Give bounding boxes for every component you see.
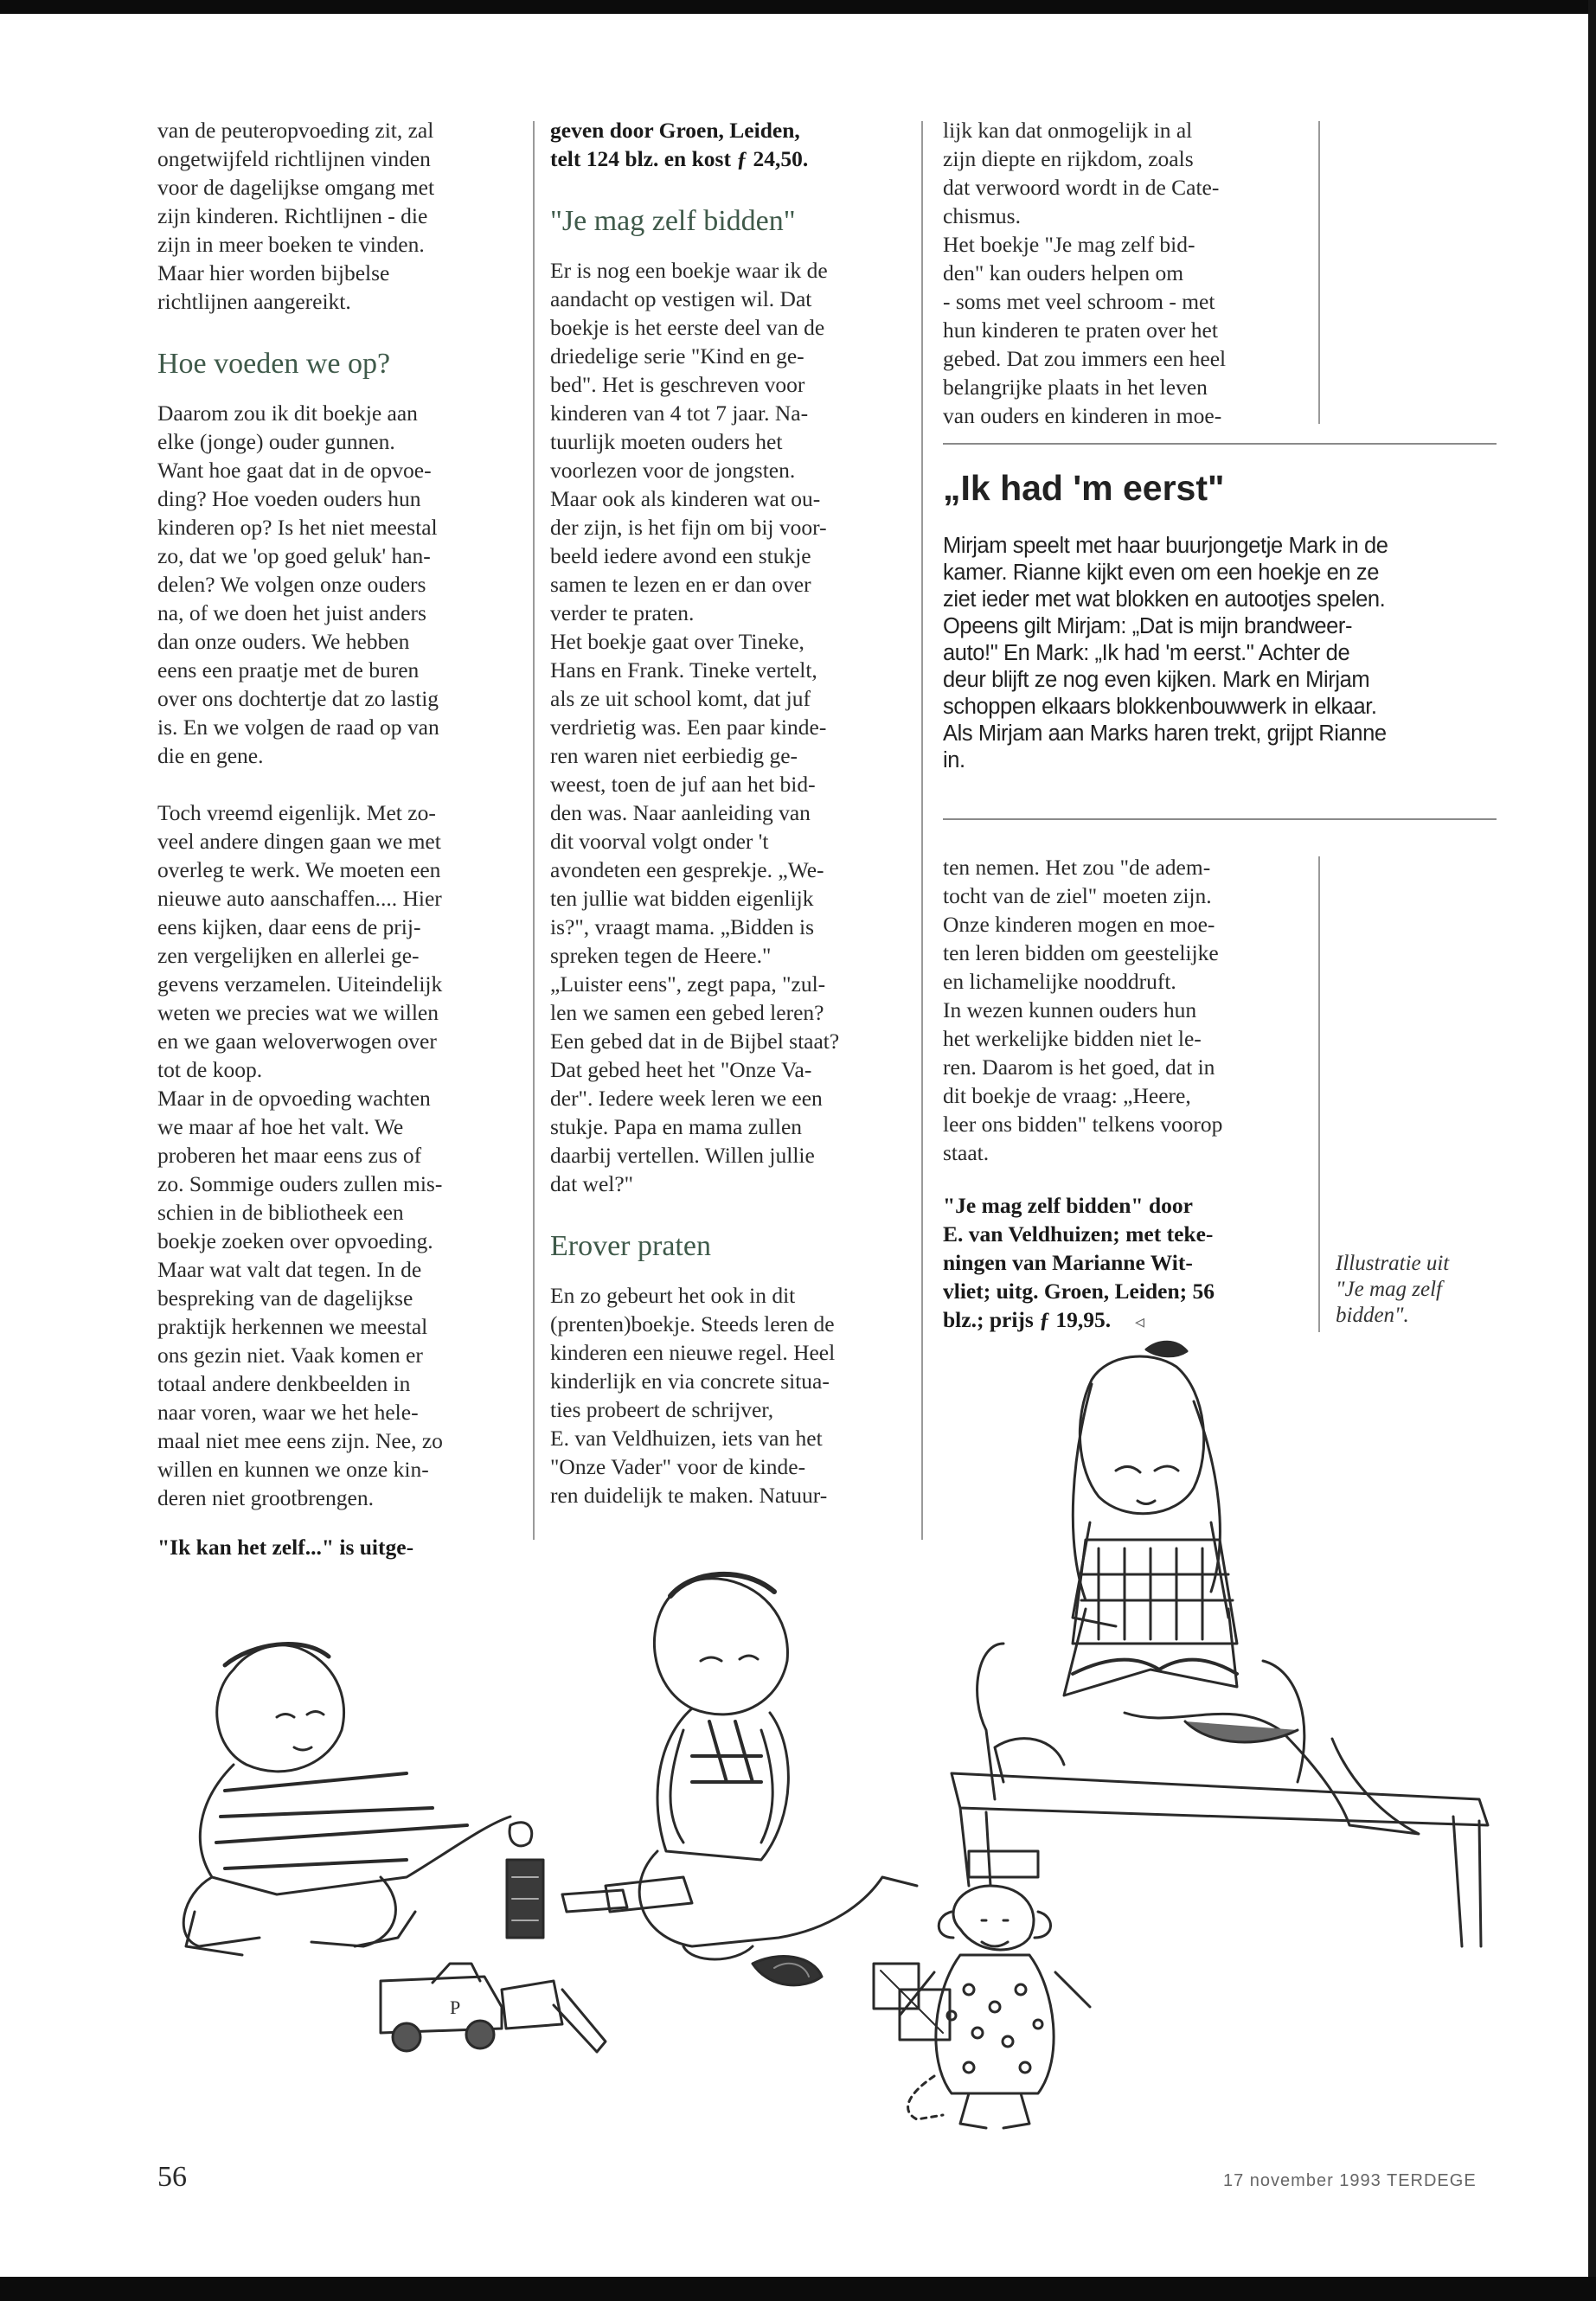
boy-middle-drawing <box>606 1574 917 1959</box>
text-line: na, of we doen het juist anders <box>157 600 426 625</box>
text-line: Mirjam speelt met haar buurjongetje Mark in de <box>943 534 1388 558</box>
text-line: leer ons bidden" telkens voorop <box>943 1112 1223 1137</box>
text-line: ningen van Marianne Wit- <box>943 1250 1193 1275</box>
text-line: hun kinderen te praten over het <box>943 317 1218 343</box>
text-line: voor de dagelijkse omgang met <box>157 175 435 200</box>
text-line: blz.; prijs ƒ 19,95. <box>943 1307 1112 1332</box>
text-line: spreken tegen de Heere." <box>550 943 772 968</box>
end-mark: ◃ <box>1135 1311 1145 1332</box>
text-line: zen vergelijken en allerlei ge- <box>157 943 420 968</box>
text-line: den was. Naar aanleiding van <box>550 800 811 825</box>
text-line: totaal andere denkbeelden in <box>157 1371 411 1396</box>
issue-date: 17 november 1993 TERDEGE <box>1223 2171 1477 2190</box>
text-line: voorlezen voor de jongsten. <box>550 458 796 483</box>
toy-monkey-drawing <box>900 1886 1090 2128</box>
text-line: en lichamelijke nooddruft. <box>943 969 1176 994</box>
text-line: schoppen elkaars blokkenbouwwerk in elkaar. <box>943 695 1377 719</box>
text-line: dan onze ouders. We hebben <box>157 629 410 654</box>
text-line: naar voren, waar we het hele- <box>157 1400 419 1425</box>
text-line: Want hoe gaat dat in de opvoe- <box>157 458 432 483</box>
text-line: boekje zoeken over opvoeding. <box>157 1228 433 1253</box>
text-line: kinderlijk en via concrete situa- <box>550 1368 830 1394</box>
girl-reading-drawing <box>977 1342 1419 1834</box>
text-line: zijn in meer boeken te vinden. <box>157 232 425 257</box>
text-line: ziet ieder met wat blokken en autootjes spelen. <box>943 587 1386 612</box>
text-line: Het boekje "Je mag zelf bid- <box>943 232 1195 257</box>
text-line: beeld iedere avond een stukje <box>550 543 811 568</box>
heading-je-mag-zelf-bidden: "Je mag zelf bidden" <box>550 205 796 237</box>
text-line: dat verwoord wordt in de Cate- <box>943 175 1220 200</box>
col1-closing-bold: "Ik kan het zelf..." is uitge- <box>157 1535 414 1560</box>
text-line: "Je mag zelf <box>1336 1278 1442 1301</box>
text-line: bidden". <box>1336 1304 1409 1327</box>
text-line: weest, toen de juf aan het bid- <box>550 772 816 797</box>
text-line: tot de koop. <box>157 1057 263 1082</box>
text-line: kinderen op? Is het niet meestal <box>157 515 438 540</box>
text-line: ons gezin niet. Vaak komen er <box>157 1343 423 1368</box>
text-line: gevens verzamelen. Uiteindelijk <box>157 971 443 997</box>
text-line: geven door Groen, Leiden, <box>550 118 800 143</box>
text-line: het werkelijke bidden niet le- <box>943 1026 1202 1051</box>
text-line: Maar hier worden bijbelse <box>157 260 390 285</box>
page-number: 56 <box>157 2161 187 2193</box>
text-line: deur blijft ze nog even kijken. Mark en Mirjam <box>943 668 1370 692</box>
text-line: „Luister eens", zegt papa, "zul- <box>550 971 826 997</box>
text-line: overleg te werk. We moeten een <box>157 857 441 882</box>
text-line: willen en kunnen we onze kin- <box>157 1457 429 1482</box>
text-line: Toch vreemd eigenlijk. Met zo- <box>157 800 436 825</box>
text-line: elke (jonge) ouder gunnen. <box>157 429 395 454</box>
text-line: (prenten)boekje. Steeds leren de <box>550 1311 835 1336</box>
text-line: ding? Hoe voeden ouders hun <box>157 486 421 511</box>
text-line: ongetwijfeld richtlijnen vinden <box>157 146 431 171</box>
text-line: is?", vraagt mama. „Bidden is <box>550 914 814 939</box>
text-line: als ze uit school komt, dat juf <box>550 686 811 711</box>
text-line: veel andere dingen gaan we met <box>157 829 441 854</box>
text-line: eens een praatje met de buren <box>157 657 420 683</box>
text-line: - soms met veel schroom - met <box>943 289 1215 314</box>
text-line: stukje. Papa en mama zullen <box>550 1114 803 1139</box>
text-line: nieuwe auto aanschaffen.... Hier <box>157 886 442 911</box>
text-line: dit voorval volgt onder 't <box>550 829 769 854</box>
text-line: ten jullie wat bidden eigenlijk <box>550 886 814 911</box>
text-line: kinderen van 4 tot 7 jaar. Na- <box>550 401 809 426</box>
text-line: E. van Veldhuizen; met teke- <box>943 1221 1214 1247</box>
text-line: kamer. Rianne kijkt even om een hoekje en ze <box>943 561 1380 585</box>
box-title: „Ik had 'm eerst" <box>943 468 1225 508</box>
text-line: Illustratie uit <box>1336 1252 1450 1275</box>
text-line: praktijk herkennen we meestal <box>157 1314 428 1339</box>
text-line: en we gaan weloverwogen over <box>157 1029 437 1054</box>
text-line: Maar wat valt dat tegen. In de <box>157 1257 422 1282</box>
text-line: vliet; uitg. Groen, Leiden; 56 <box>943 1279 1215 1304</box>
text-line: chismus. <box>943 203 1021 228</box>
text-line: Daarom zou ik dit boekje aan <box>157 401 418 426</box>
text-line: tocht van de ziel" moeten zijn. <box>943 883 1212 908</box>
text-line: "Je mag zelf bidden" door <box>943 1193 1193 1218</box>
toy-fire-truck <box>381 1964 606 2052</box>
text-line: bespreking van de dagelijkse <box>157 1285 413 1311</box>
text-line: weten we precies wat we willen <box>157 1000 439 1025</box>
text-line: schien in de bibliotheek een <box>157 1200 404 1225</box>
text-line: zijn diepte en rijkdom, zoals <box>943 146 1194 171</box>
text-line: tuurlijk moeten ouders het <box>550 429 783 454</box>
text-line: der". Iedere week leren we een <box>550 1086 823 1111</box>
text-line: bed". Het is geschreven voor <box>550 372 805 397</box>
text-line: "Onze Vader" voor de kinde- <box>550 1454 806 1479</box>
text-line: En zo gebeurt het ook in dit <box>550 1283 796 1308</box>
text-line: staat. <box>943 1140 990 1165</box>
text-line: len we samen een gebed leren? <box>550 1000 824 1025</box>
text-line: zijn kinderen. Richtlijnen - die <box>157 203 428 228</box>
text-line: dit boekje de vraag: „Heere, <box>943 1083 1191 1108</box>
text-line: Het boekje gaat over Tineke, <box>550 629 804 654</box>
text-line: Dat gebed heet het "Onze Va- <box>550 1057 812 1082</box>
text-line: die en gene. <box>157 743 264 768</box>
text-line: ten leren bidden om geestelijke <box>943 940 1219 965</box>
text-line: Onze kinderen mogen en moe- <box>943 912 1215 937</box>
text-line: auto!" En Mark: „Ik had 'm eerst." Achter de <box>943 641 1350 665</box>
text-line: is. En we volgen de raad op van <box>157 715 439 740</box>
text-line: ren. Daarom is het goed, dat in <box>943 1054 1215 1080</box>
text-line: over ons dochtertje dat zo lastig <box>157 686 439 711</box>
text-line: we maar af hoe het valt. We <box>157 1114 404 1139</box>
text-line: in. <box>943 748 965 772</box>
text-line: verder te praten. <box>550 600 695 625</box>
text-line: ten nemen. Het zou "de adem- <box>943 855 1211 880</box>
text-line: belangrijke plaats in het leven <box>943 375 1208 400</box>
text-line: dat wel?" <box>550 1171 634 1196</box>
text-line: lijk kan dat onmogelijk in al <box>943 118 1193 143</box>
heading-hoe-voeden: Hoe voeden we op? <box>157 348 391 380</box>
text-line: gebed. Dat zou immers een heel <box>943 346 1227 371</box>
text-line: Hans en Frank. Tineke vertelt, <box>550 657 817 683</box>
text-line: telt 124 blz. en kost ƒ 24,50. <box>550 146 809 171</box>
text-line: boekje is het eerste deel van de <box>550 315 825 340</box>
text-line: eens kijken, daar eens de prij- <box>157 914 421 939</box>
text-line: den" kan ouders helpen om <box>943 260 1184 285</box>
text-line: deren niet grootbrengen. <box>157 1485 374 1510</box>
toy-block-tall <box>507 1860 543 1938</box>
text-line: driedelige serie "Kind en ge- <box>550 343 804 369</box>
text-line: maal niet mee eens zijn. Nee, zo <box>157 1428 443 1453</box>
text-line: richtlijnen aangereikt. <box>157 289 351 314</box>
text-line: proberen het maar eens zus of <box>157 1143 422 1168</box>
truck-letter: P <box>450 1997 461 2018</box>
text-line: aandacht op vestigen wil. Dat <box>550 286 812 311</box>
text-line: samen te lezen en er dan over <box>550 572 811 597</box>
text-line: daarbij vertellen. Willen jullie <box>550 1143 815 1168</box>
text-line: Maar in de opvoeding wachten <box>157 1086 431 1111</box>
text-line: Er is nog een boekje waar ik de <box>550 258 828 283</box>
heading-erover-praten: Erover praten <box>550 1230 711 1262</box>
text-line: der zijn, is het fijn om bij voor- <box>550 515 827 540</box>
text-line: ren waren niet eerbiedig ge- <box>550 743 798 768</box>
text-line: Een gebed dat in de Bijbel staat? <box>550 1029 840 1054</box>
text-line: In wezen kunnen ouders hun <box>943 997 1197 1022</box>
text-line: ren duidelijk te maken. Natuur- <box>550 1483 828 1508</box>
text-line: Als Mirjam aan Marks haren trekt, grijpt Rianne <box>943 721 1387 746</box>
text-line: van ouders en kinderen in moe- <box>943 403 1222 428</box>
boy-left-drawing <box>183 1644 532 1955</box>
text-line: zo, dat we 'op goed geluk' han- <box>157 543 431 568</box>
text-line: verdrietig was. Een paar kinde- <box>550 715 827 740</box>
text-line: van de peuteropvoeding zit, zal <box>157 118 434 143</box>
text-line: ties probeert de schrijver, <box>550 1397 774 1422</box>
text-line: Opeens gilt Mirjam: „Dat is mijn brandweer- <box>943 614 1353 638</box>
text-line: Maar ook als kinderen wat ou- <box>550 486 821 511</box>
text-line: kinderen een nieuwe regel. Heel <box>550 1340 836 1365</box>
text-line: zo. Sommige ouders zullen mis- <box>157 1171 443 1196</box>
text-line: avondeten een gesprekje. „We- <box>550 857 824 882</box>
text-line: E. van Veldhuizen, iets van het <box>550 1426 823 1451</box>
text-line: delen? We volgen onze ouders <box>157 572 426 597</box>
